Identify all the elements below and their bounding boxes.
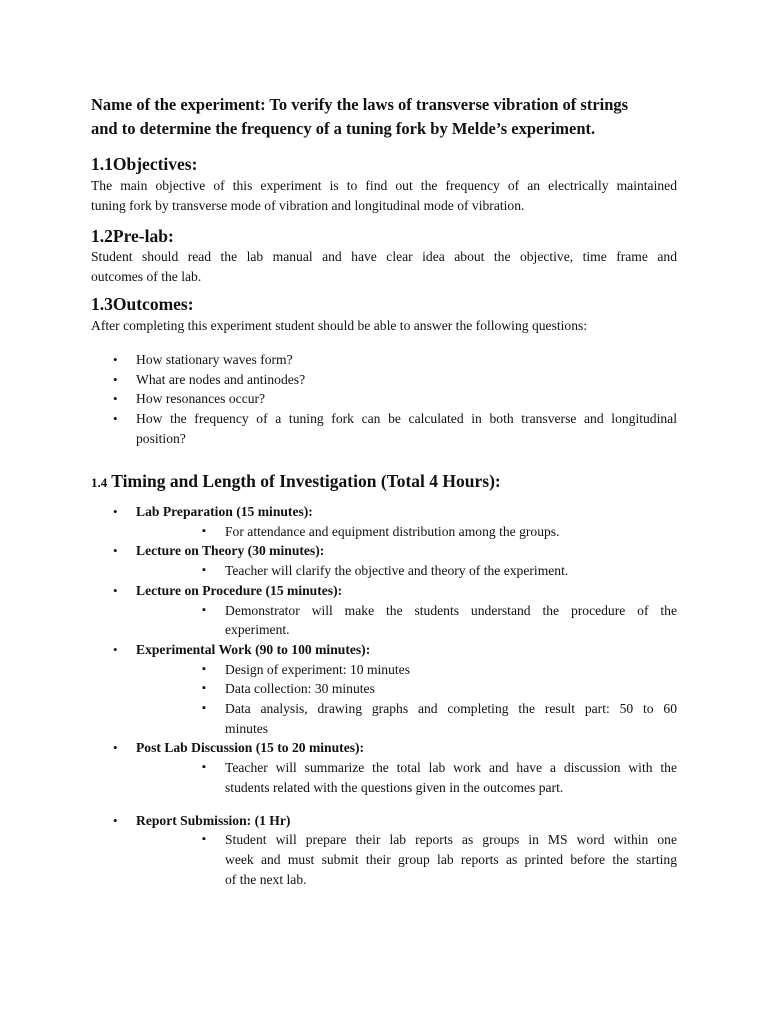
sub-item: ▪ For attendance and equipment distribution among the groups.: [136, 522, 677, 542]
timing-item-lecture-theory: • Lecture on Theory (30 minutes): ▪ Teacher will clarify the objective and theory of the experiment.: [91, 541, 677, 580]
sub-item: ▪ Design of experiment: 10 minutes: [136, 660, 677, 680]
timing-item-experimental-work: • Experimental Work (90 to 100 minutes): ▪ Design of experiment: 10 minutes ▪ Data collection: 30 minutes ▪ Data analysis, drawing graphs and completing the result part: 50 to 60 minutes: [91, 640, 677, 739]
experiment-title: [91, 93, 691, 141]
objectives-paragraph: The main objective of this experiment is to find out the frequency of an electrically maintained tuning fork by transverse mode of vibration and longitudinal mode of vibration.: [91, 178, 677, 213]
sub-item: ▪ Data collection: 30 minutes: [136, 679, 677, 699]
list-item: • What are nodes and antinodes?: [91, 370, 677, 390]
timing-item-lecture-procedure: • Lecture on Procedure (15 minutes): ▪ Demonstrator will make the students understand the procedure of the experiment.: [91, 581, 677, 640]
list-spacer: [91, 798, 677, 811]
list-item: • How the frequency of a tuning fork can be calculated in both transverse and longitudinal position?: [91, 409, 677, 448]
sub-item: ▪ Teacher will clarify the objective and theory of the experiment.: [136, 561, 677, 581]
timing-list: [91, 502, 677, 889]
outcomes-heading: 1.3Outcomes:: [91, 294, 194, 314]
title-line-2: and to determine the frequency of a tuning fork by Melde’s experiment.: [91, 119, 596, 138]
title-line-1: Name of the experiment: To verify the laws of transverse vibration of strings: [91, 95, 629, 114]
sub-item: ▪ Demonstrator will make the students understand the procedure of the experiment.: [136, 601, 677, 640]
sub-item: ▪ Data analysis, drawing graphs and completing the result part: 50 to 60 minutes: [136, 699, 677, 738]
outcomes-list: [91, 350, 677, 449]
list-item: • How resonances occur?: [91, 389, 677, 409]
objectives-heading: 1.1Objectives:: [91, 154, 198, 174]
prelab-heading: 1.2Pre-lab:: [91, 226, 174, 246]
sub-item: ▪ Teacher will summarize the total lab work and have a discussion with the students related with the questions given in the outcomes part.: [136, 758, 677, 797]
outcomes-intro: After completing this experiment student should be able to answer the following questions:: [91, 318, 588, 333]
sub-item: ▪ Student will prepare their lab reports as groups in MS word within one week and must submit their group lab reports as printed before the starting of the next lab.: [136, 830, 677, 889]
timing-heading: 1.4 Timing and Length of Investigation (Total 4 Hours):: [91, 471, 501, 491]
list-item: • How stationary waves form?: [91, 350, 677, 370]
timing-item-report-submission: • Report Submission: (1 Hr) ▪ Student will prepare their lab reports as groups in MS word within one week and must submit their group lab reports as printed before the starting of the next lab.: [91, 811, 677, 890]
timing-item-lab-preparation: • Lab Preparation (15 minutes): ▪ For attendance and equipment distribution among the groups.: [91, 502, 677, 541]
timing-item-post-lab-discussion: • Post Lab Discussion (15 to 20 minutes): ▪ Teacher will summarize the total lab work and have a discussion with the students related with the questions given in the outcomes part.: [91, 738, 677, 797]
prelab-paragraph: Student should read the lab manual and have clear idea about the objective, time frame and outcomes of the lab.: [91, 249, 677, 284]
